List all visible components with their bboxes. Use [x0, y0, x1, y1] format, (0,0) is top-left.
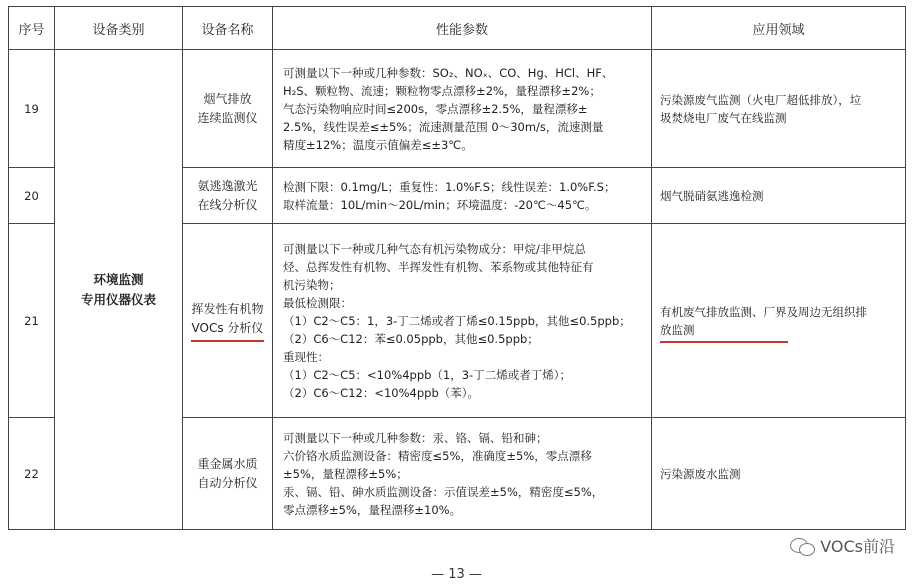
- equipment-table: [8, 6, 906, 530]
- device-name-line: 在线分析仪: [197, 197, 258, 212]
- device-name-line: 重金属水质: [197, 456, 258, 471]
- performance-cell: [273, 418, 652, 530]
- performance-line: （1）C2～C5：<10%4ppb（1，3-丁二烯或者丁烯）；: [283, 367, 571, 382]
- performance-line: 最低检测限：: [283, 295, 352, 310]
- table-header-row: [9, 7, 906, 50]
- performance-line: （2）C6～C12：<10%4ppb（苯）。: [283, 385, 479, 400]
- row-index: 19: [9, 50, 55, 168]
- header-performance: 性能参数: [273, 7, 652, 50]
- device-name-line: VOCs 分析仪: [191, 320, 264, 335]
- table-row: [9, 50, 906, 168]
- performance-line: 精度±12%；温度示值偏差≤±3℃。: [283, 137, 473, 152]
- performance-line: 汞、镉、铅、砷水质监测设备：示值误差±5%，精密度≤5%，: [283, 484, 604, 499]
- device-name: [183, 50, 273, 168]
- application-line: 烟气脱硝氨逃逸检测: [660, 188, 764, 203]
- performance-cell: [273, 168, 652, 224]
- category-line: 专用仪器仪表: [80, 291, 156, 307]
- performance-line: 气态污染物响应时间≤200s，零点漂移±2.5%，量程漂移±: [283, 101, 588, 116]
- wechat-icon: [790, 536, 816, 556]
- performance-line: 机污染物；: [283, 277, 341, 292]
- application-cell: [652, 224, 906, 418]
- performance-line: 检测下限：0.1mg/L；重复性：1.0%F.S；线性误差：1.0%F.S；: [283, 179, 616, 194]
- header-index: 序号: [9, 7, 55, 50]
- document-page: [8, 6, 905, 530]
- device-name-line: 连续监测仪: [197, 110, 258, 125]
- performance-line: ±5%，量程漂移±5%；: [283, 466, 408, 481]
- application-line: 污染源废水监测: [660, 466, 741, 481]
- performance-line: 可测量以下一种或几种参数：汞、铬、镉、铅和砷；: [283, 430, 548, 445]
- performance-cell: [273, 50, 652, 168]
- application-line: 污染源废气监测（火电厂超低排放），垃: [660, 92, 862, 107]
- performance-line: H₂S、颗粒物、流速；颗粒物零点漂移±2%，量程漂移±2%；: [283, 83, 601, 98]
- device-name-line: 挥发性有机物: [191, 301, 264, 316]
- red-underline: [660, 341, 788, 343]
- performance-line: 零点漂移±5%，量程漂移±10%。: [283, 502, 462, 517]
- application-line: 有机废气排放监测、厂界及周边无组织排: [660, 304, 867, 319]
- row-index: 20: [9, 168, 55, 224]
- row-index: 21: [9, 224, 55, 418]
- performance-line: 六价铬水质监测设备：精密度≤5%，准确度±5%，零点漂移: [283, 448, 592, 463]
- application-line: 圾焚烧电厂废气在线监测: [660, 110, 787, 125]
- watermark: [790, 534, 895, 557]
- highlighted-device-name: [191, 300, 263, 342]
- watermark-text: VOCs前沿: [820, 537, 895, 556]
- device-name-line: 氨逃逸激光: [197, 178, 258, 193]
- category-cell: [55, 50, 183, 530]
- performance-line: 取样流量：10L/min～20L/min；环境温度：-20℃～45℃。: [283, 197, 597, 212]
- device-name: [183, 168, 273, 224]
- performance-line: 2.5%，线性误差≤±5%；流速测量范围 0～30m/s，流速测量: [283, 119, 604, 134]
- device-name: [183, 224, 273, 418]
- performance-line: 可测量以下一种或几种气态有机污染物成分：甲烷/非甲烷总: [283, 241, 586, 256]
- device-name-line: 自动分析仪: [197, 475, 258, 490]
- device-name-line: 烟气排放: [203, 91, 252, 106]
- performance-line: 重现性：: [283, 349, 329, 364]
- performance-line: （2）C6～C12：苯≤0.05ppb，其他≤0.5ppb；: [283, 331, 539, 346]
- application-line: 放监测: [660, 322, 695, 337]
- header-name: 设备名称: [183, 7, 273, 50]
- performance-line: 可测量以下一种或几种参数：SO₂、NOₓ、CO、Hg、HCl、HF、: [283, 65, 614, 80]
- page-number: — 13 —: [431, 567, 482, 582]
- header-application: 应用领域: [652, 7, 906, 50]
- row-index: 22: [9, 418, 55, 530]
- performance-cell: [273, 224, 652, 418]
- application-cell: [652, 50, 906, 168]
- highlighted-application: [660, 303, 897, 339]
- header-category: 设备类别: [55, 7, 183, 50]
- performance-line: 烃、总挥发性有机物、半挥发性有机物、苯系物或其他特征有: [283, 259, 594, 274]
- device-name: [183, 418, 273, 530]
- category-line: 环境监测: [93, 271, 144, 287]
- application-cell: [652, 418, 906, 530]
- performance-line: （1）C2～C5：1，3-丁二烯或者丁烯≤0.15ppb，其他≤0.5ppb；: [283, 313, 631, 328]
- application-cell: [652, 168, 906, 224]
